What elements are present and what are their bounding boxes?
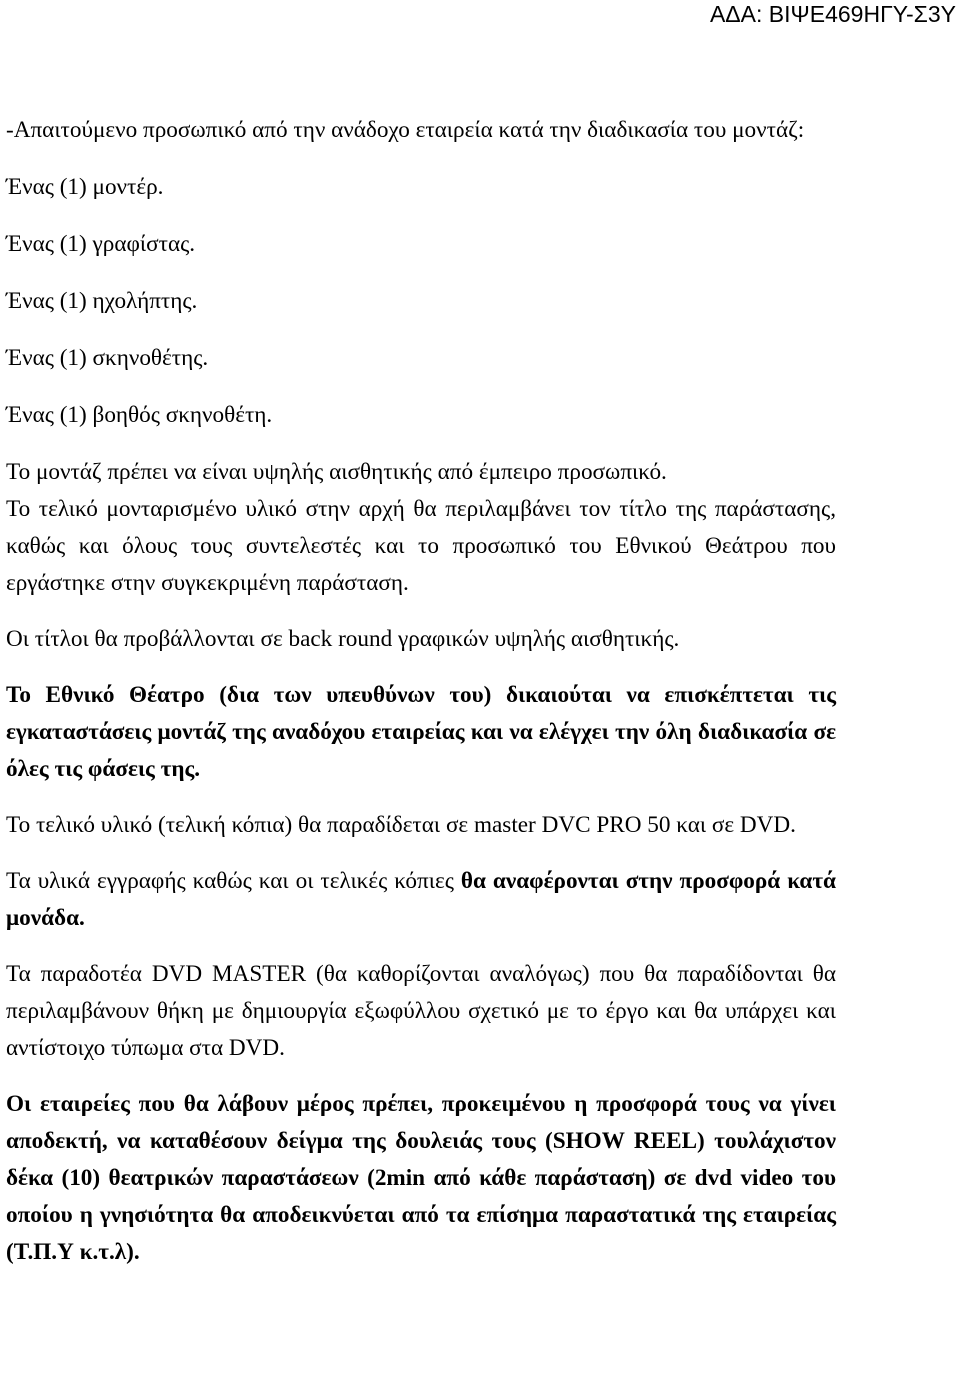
staff-item: Ένας (1) βοηθός σκηνοθέτη. xyxy=(6,402,273,428)
inspection-paragraph: Το Εθνικό Θέατρο (δια των υπευθύνων του) δικαιούται να επισκέπτεται τις εγκαταστάσεις μοντάζ της αναδόχου εταιρείας και να ελέγχει την όλη διαδικασία σε όλες τις φάσεις της. xyxy=(6,682,836,782)
quality-paragraph: Το μοντάζ πρέπει να είναι υψηλής αισθητικής από έμπειρο προσωπικό. xyxy=(6,459,667,485)
delivery-paragraph: Το τελικό υλικό (τελική κόπια) θα παραδίδεται σε master DVC PRO 50 και σε DVD. xyxy=(6,812,796,838)
recording-text: Τα υλικά εγγραφής καθώς και οι τελικές κόπιες xyxy=(6,868,461,894)
recording-bold-text: θα αναφέρονται στην προσφορά κατά μονάδα. xyxy=(6,868,836,931)
document-body xyxy=(6,112,836,1271)
dvd-master-paragraph: Τα παραδοτέα DVD MASTER (θα καθορίζονται αναλόγως) που θα παραδίδονται θα περιλαμβάνουν θήκη με δημιουργία εξωφύλλου σχετικό με το έργο και θα υπάρχει και αντίστοιχο τύπωμα στα DVD. xyxy=(6,961,836,1061)
final-material-paragraph: Το τελικό μονταρισμένο υλικό στην αρχή θα περιλαμβάνει τον τίτλο της παράστασης, καθώς και όλους τους συντελεστές και το προσωπικό του Εθνικού Θεάτρου που εργάστηκε στην συγκεκριμένη παράσταση. xyxy=(6,496,836,596)
staff-item: Ένας (1) ηχολήπτης. xyxy=(6,288,198,314)
staff-intro: -Απαιτούμενο προσωπικό από την ανάδοχο εταιρεία κατά την διαδικασία του μοντάζ: xyxy=(6,117,805,143)
ada-code: ΑΔΑ: ΒΙΨΕ469ΗΓΥ-Σ3Υ xyxy=(709,1,956,27)
recording-paragraph xyxy=(6,863,836,937)
staff-item: Ένας (1) μοντέρ. xyxy=(6,174,164,200)
showreel-paragraph: Οι εταιρείες που θα λάβουν μέρος πρέπει, προκειμένου η προσφορά τους να γίνει αποδεκτή, να καταθέσουν δείγμα της δουλειάς τους (SHOW REEL) τουλάχιστον δέκα (10) θεατρικών παραστάσεων (2min από κάθε παράσταση) σε dvd video του οποίου η γνησιότητα θα αποδεικνύεται από τα επίσημα παραστατικά της εταιρείας (Τ.Π.Υ κ.τ.λ). xyxy=(6,1091,836,1265)
titles-paragraph: Οι τίτλοι θα προβάλλονται σε back round γραφικών υψηλής αισθητικής. xyxy=(6,626,680,652)
staff-item: Ένας (1) γραφίστας. xyxy=(6,231,196,257)
staff-item: Ένας (1) σκηνοθέτης. xyxy=(6,345,209,371)
